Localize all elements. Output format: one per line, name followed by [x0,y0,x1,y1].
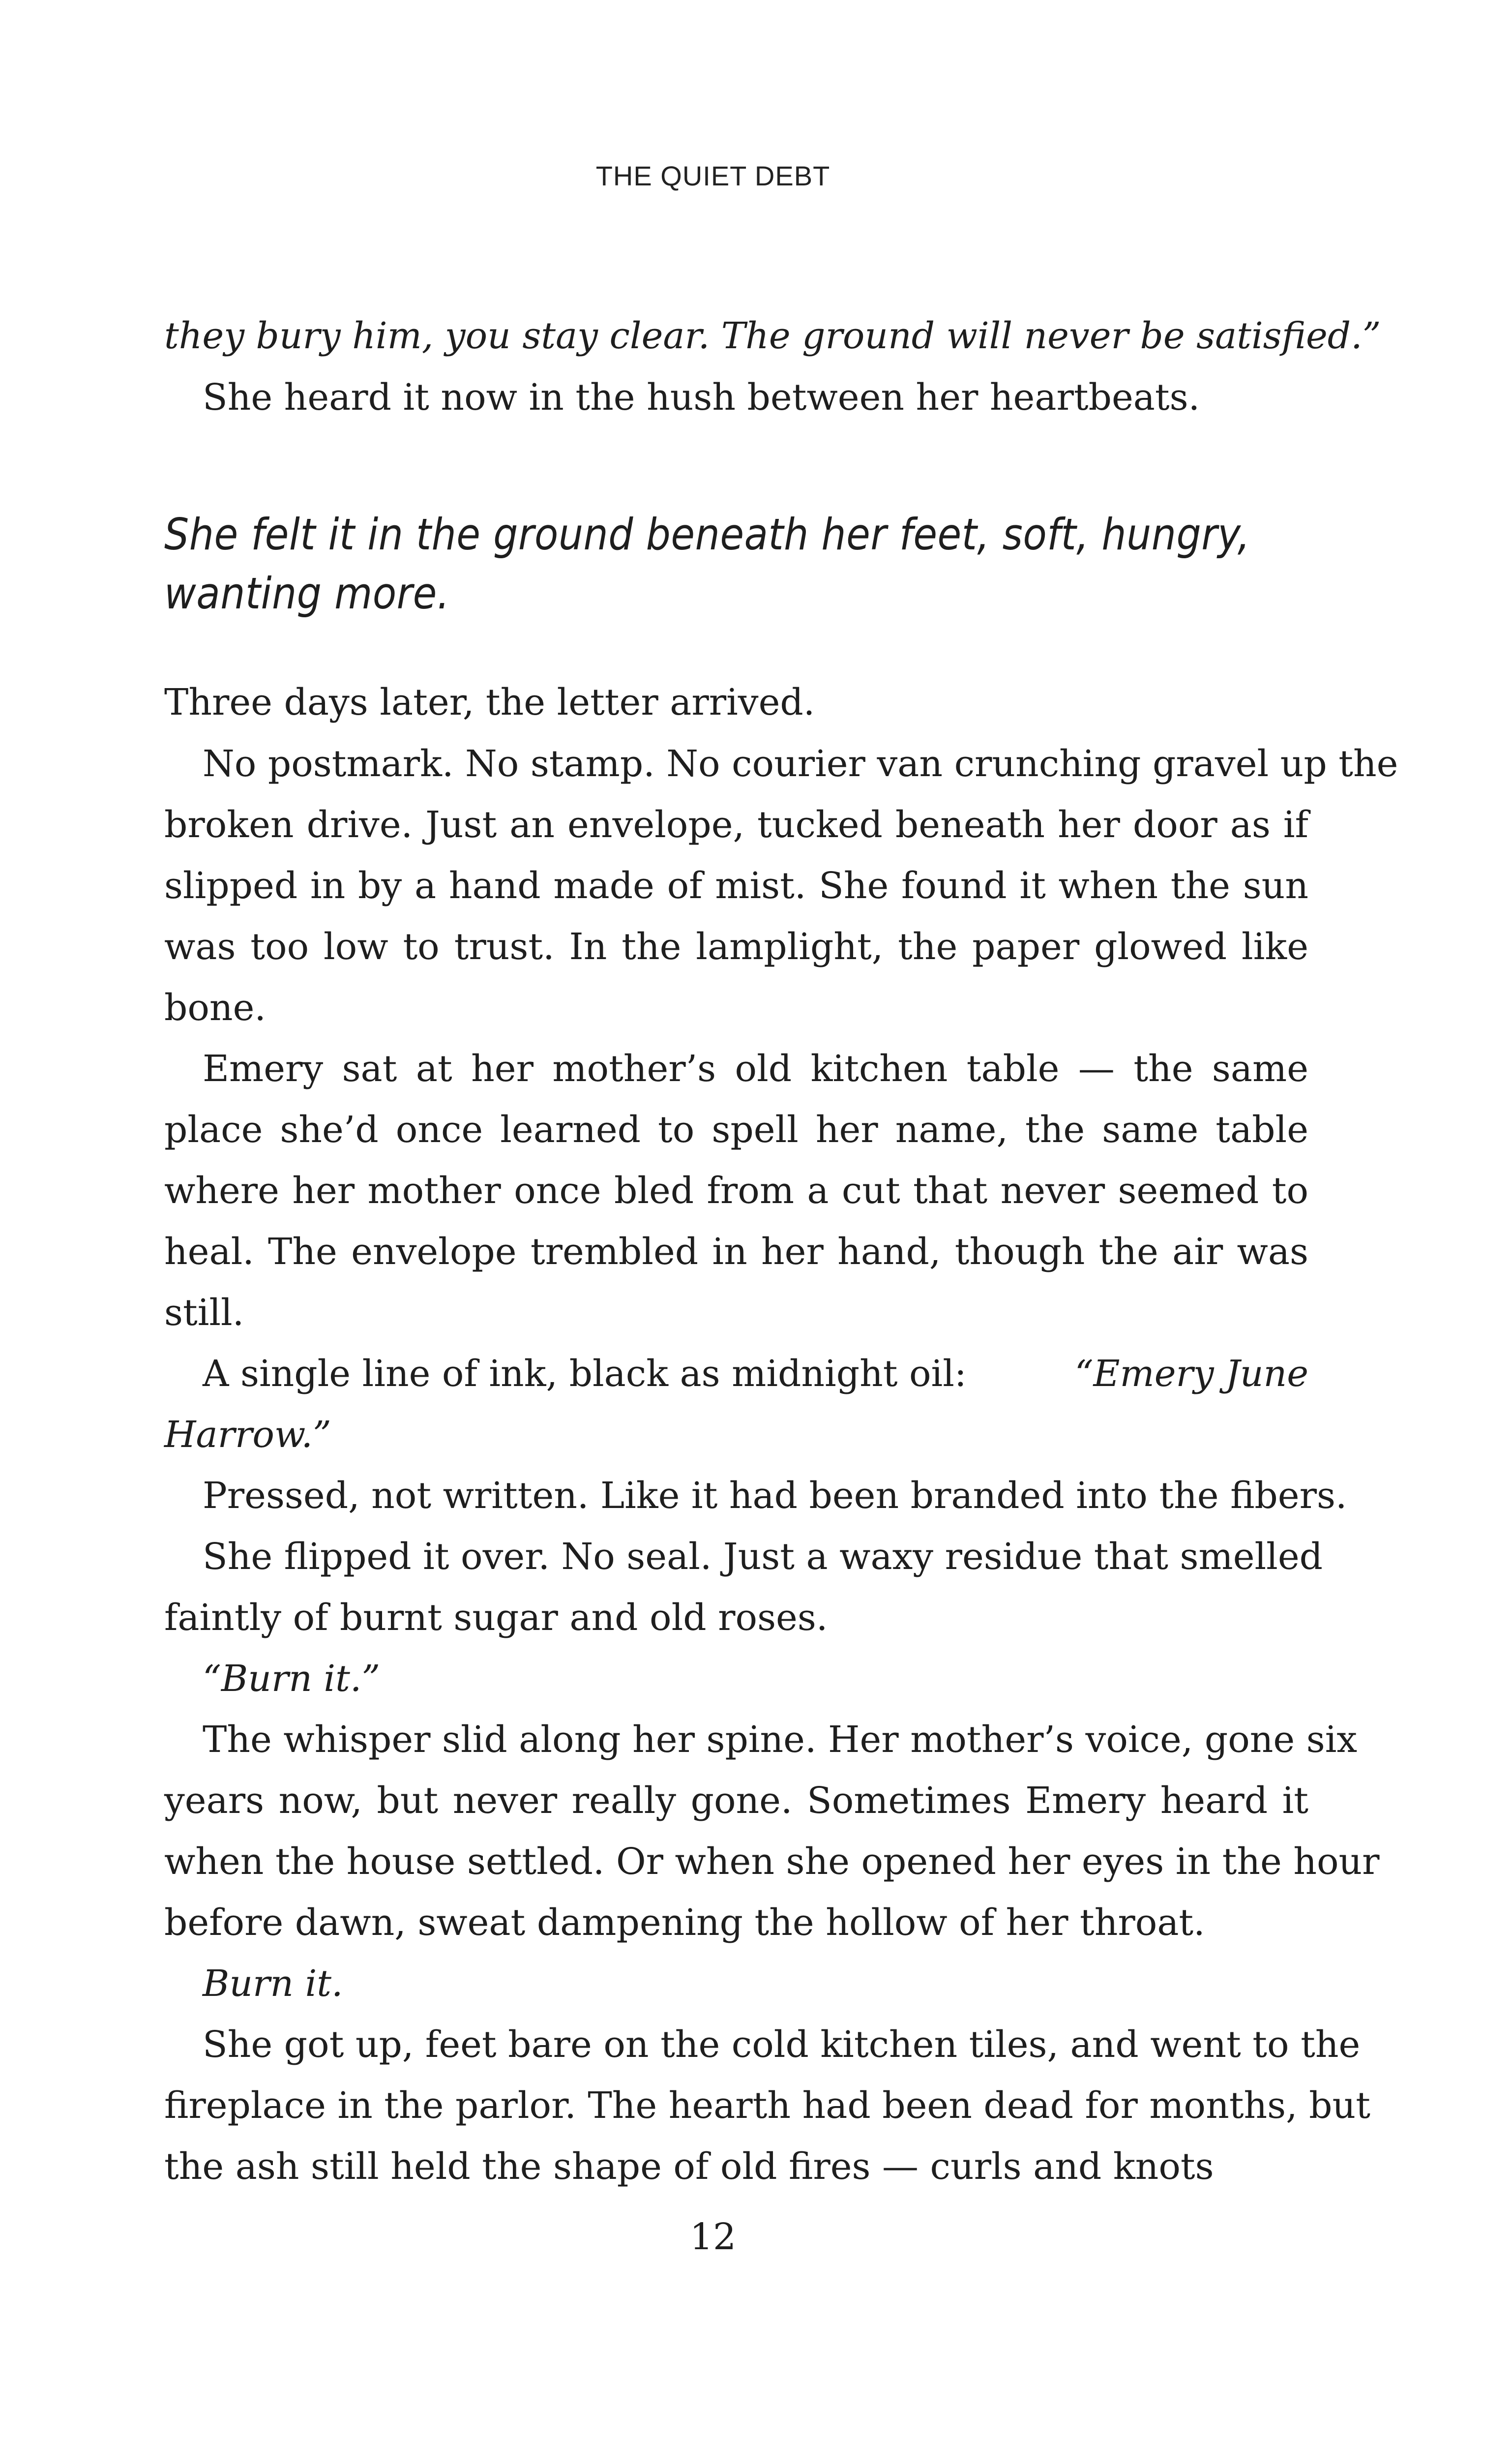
text-line: place she’d once learned to spell her name, the same table [164,1109,1308,1151]
text-line: Burn it. [203,1962,343,2005]
text-line: No postmark. No stamp. No courier van crunching gravel up the [203,743,1398,785]
text-line: Harrow.” [164,1414,331,1456]
text-line: Pressed, not written. Like it had been branded into the fibers. [203,1475,1347,1517]
text-line: slipped in by a hand made of mist. She found it when the sun [164,865,1308,907]
text-line: years now, but never really gone. Sometimes Emery heard it [164,1779,1308,1822]
text-line: Three days later, the letter arrived. [164,681,815,724]
text-line: heal. The envelope trembled in her hand, though the air was [164,1231,1308,1273]
text-line: faintly of burnt sugar and old roses. [164,1597,828,1639]
text-line: the ash still held the shape of old fires — curls and knots [164,2145,1214,2188]
text-line: they bury him, you stay clear. The ground will never be satisfied.” [164,315,1381,357]
text-line: She flipped it over. No seal. Just a waxy residue that smelled [203,1536,1323,1578]
text-line: before dawn, sweat dampening the hollow of her throat. [164,1901,1205,1944]
pull-quote-line: wanting more. [164,568,450,619]
text-line: still. [164,1292,244,1334]
text-line: She heard it now in the hush between her heartbeats. [203,376,1200,419]
text-line: when the house settled. Or when she opened her eyes in the hour [164,1840,1380,1883]
pull-quote-line: She felt it in the ground beneath her feet, soft, hungry, [164,509,1250,560]
text-line [203,1353,1308,1395]
text-line: “Burn it.” [203,1658,381,1700]
text-segment-italic: “Emery June [1074,1353,1308,1395]
text-line: bone. [164,987,266,1029]
text-line: The whisper slid along her spine. Her mother’s voice, gone six [203,1719,1358,1761]
text-line: Emery sat at her mother’s old kitchen table — the same [203,1048,1308,1090]
text-line: fireplace in the parlor. The hearth had been dead for months, but [164,2084,1370,2127]
text-line: where her mother once bled from a cut that never seemed to [164,1170,1308,1212]
text-line: She got up, feet bare on the cold kitchen tiles, and went to the [203,2023,1361,2066]
text-line: was too low to trust. In the lamplight, the paper glowed like [164,926,1308,968]
text-segment: A single line of ink, black as midnight oil: [203,1353,967,1395]
page-number: 12 [689,2216,737,2258]
text-line: broken drive. Just an envelope, tucked beneath her door as if [164,804,1308,846]
running-head: THE QUIET DEBT [595,160,830,191]
